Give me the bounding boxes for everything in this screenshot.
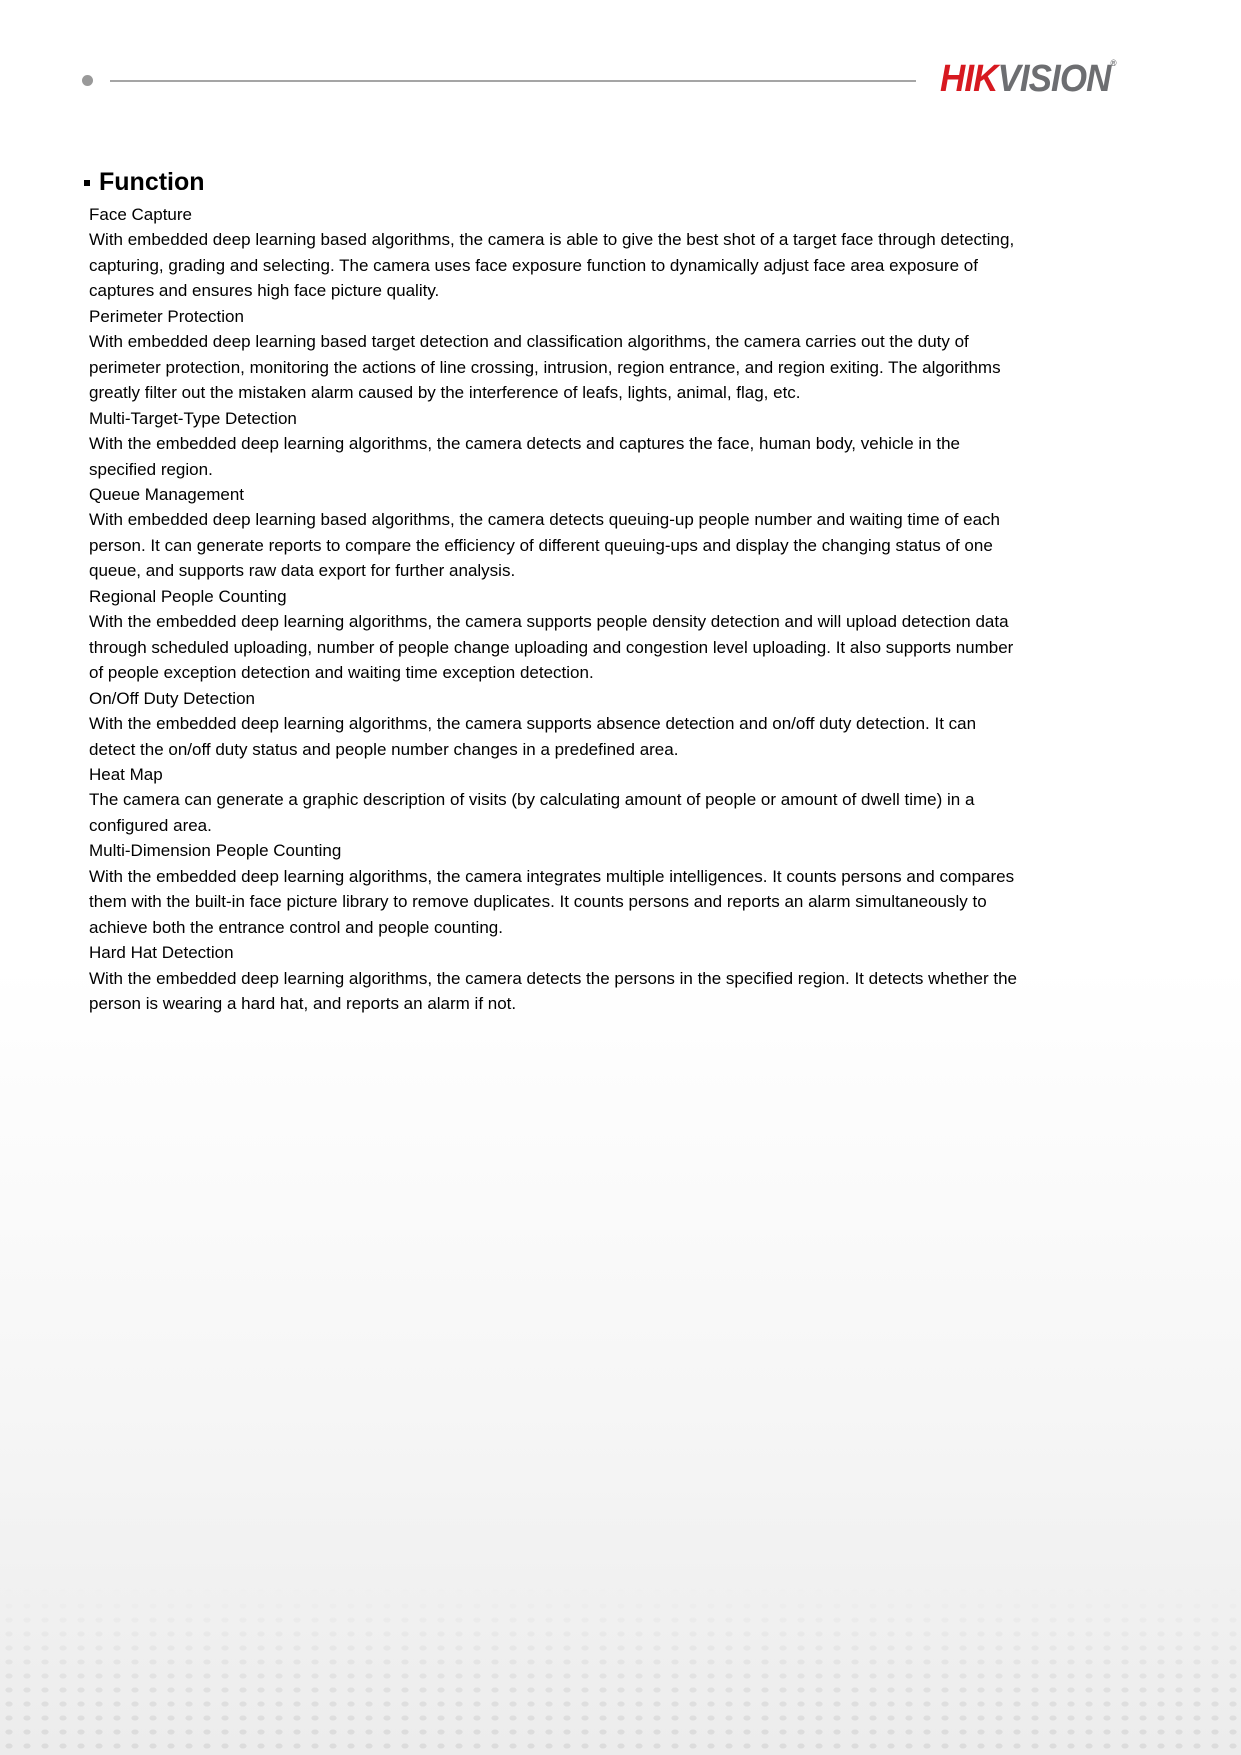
feature-title: Queue Management xyxy=(89,484,244,504)
feature-description-line: With the embedded deep learning algorithms, the camera detects the persons in the specified region. It detects whether the xyxy=(89,968,1017,988)
feature-description-line: With embedded deep learning based algorithms, the camera is able to give the best shot of a target face through detecting, xyxy=(89,230,1015,250)
feature-description-line: through scheduled uploading, number of people change uploading and congestion level uploading. It also supports number xyxy=(89,637,1014,657)
logo-text-gray: VISION xyxy=(997,58,1111,100)
feature-description-line: With the embedded deep learning algorithms, the camera detects and captures the face, human body, vehicle in the xyxy=(89,434,960,454)
feature-title: Multi-Dimension People Counting xyxy=(89,841,342,861)
feature-description-line: With the embedded deep learning algorithms, the camera supports absence detection and on/off duty detection. It can xyxy=(89,714,977,734)
feature-description-line: achieve both the entrance control and people counting. xyxy=(89,917,503,937)
feature-description-line: queue, and supports raw data export for further analysis. xyxy=(89,561,516,581)
feature-description-line: person. It can generate reports to compare the efficiency of different queuing-ups and display the changing status of one xyxy=(89,535,993,555)
feature-description-line: With the embedded deep learning algorithms, the camera integrates multiple intelligences. It counts persons and compares xyxy=(89,866,1015,886)
feature-title: Face Capture xyxy=(89,205,192,224)
registered-mark: ® xyxy=(1110,58,1116,68)
logo-text-red: HIK xyxy=(940,58,998,100)
section-heading xyxy=(84,168,205,197)
feature-description-line: detect the on/off duty status and people number changes in a predefined area. xyxy=(89,739,679,759)
feature-description-line: captures and ensures high face picture quality. xyxy=(89,281,440,301)
feature-description-line: The camera can generate a graphic description of visits (by calculating amount of people or amount of dwell time) in a xyxy=(89,790,975,810)
feature-description-line: capturing, grading and selecting. The camera uses face exposure function to dynamically adjust face area exposure of xyxy=(89,255,978,275)
feature-title: Heat Map xyxy=(89,764,163,784)
feature-title: Multi-Target-Type Detection xyxy=(89,408,297,428)
square-bullet-icon xyxy=(84,180,90,186)
feature-description-line: configured area. xyxy=(89,815,212,835)
feature-description-line: With embedded deep learning based target detection and classification algorithms, the camera carries out the duty of xyxy=(89,332,969,352)
feature-description-line: With the embedded deep learning algorithms, the camera supports people density detection and will upload detection data xyxy=(89,612,1009,632)
feature-description-line: them with the built-in face picture library to remove duplicates. It counts persons and reports an alarm simultaneously to xyxy=(89,892,987,912)
function-list xyxy=(89,202,1017,1017)
section-title: Function xyxy=(99,168,205,196)
feature-description-line: perimeter protection, monitoring the actions of line crossing, intrusion, region entrance, and region exiting. The algorithms xyxy=(89,357,1001,377)
header-dot xyxy=(82,75,93,86)
feature-title: Perimeter Protection xyxy=(89,306,244,326)
hikvision-logo xyxy=(940,58,1116,101)
dotted-background-pattern xyxy=(0,1585,1241,1755)
feature-description-line: specified region. xyxy=(89,459,213,479)
feature-title: Hard Hat Detection xyxy=(89,943,234,963)
feature-description-line: With embedded deep learning based algorithms, the camera detects queuing-up people number and waiting time of each xyxy=(89,510,1001,530)
feature-description-line: greatly filter out the mistaken alarm caused by the interference of leafs, lights, animal, flag, etc. xyxy=(89,383,801,403)
feature-description-line: of people exception detection and waiting time exception detection. xyxy=(89,663,594,683)
feature-description-line: person is wearing a hard hat, and reports an alarm if not. xyxy=(89,994,517,1014)
feature-title: Regional People Counting xyxy=(89,586,287,606)
feature-title: On/Off Duty Detection xyxy=(89,688,255,708)
header-divider xyxy=(110,80,916,82)
